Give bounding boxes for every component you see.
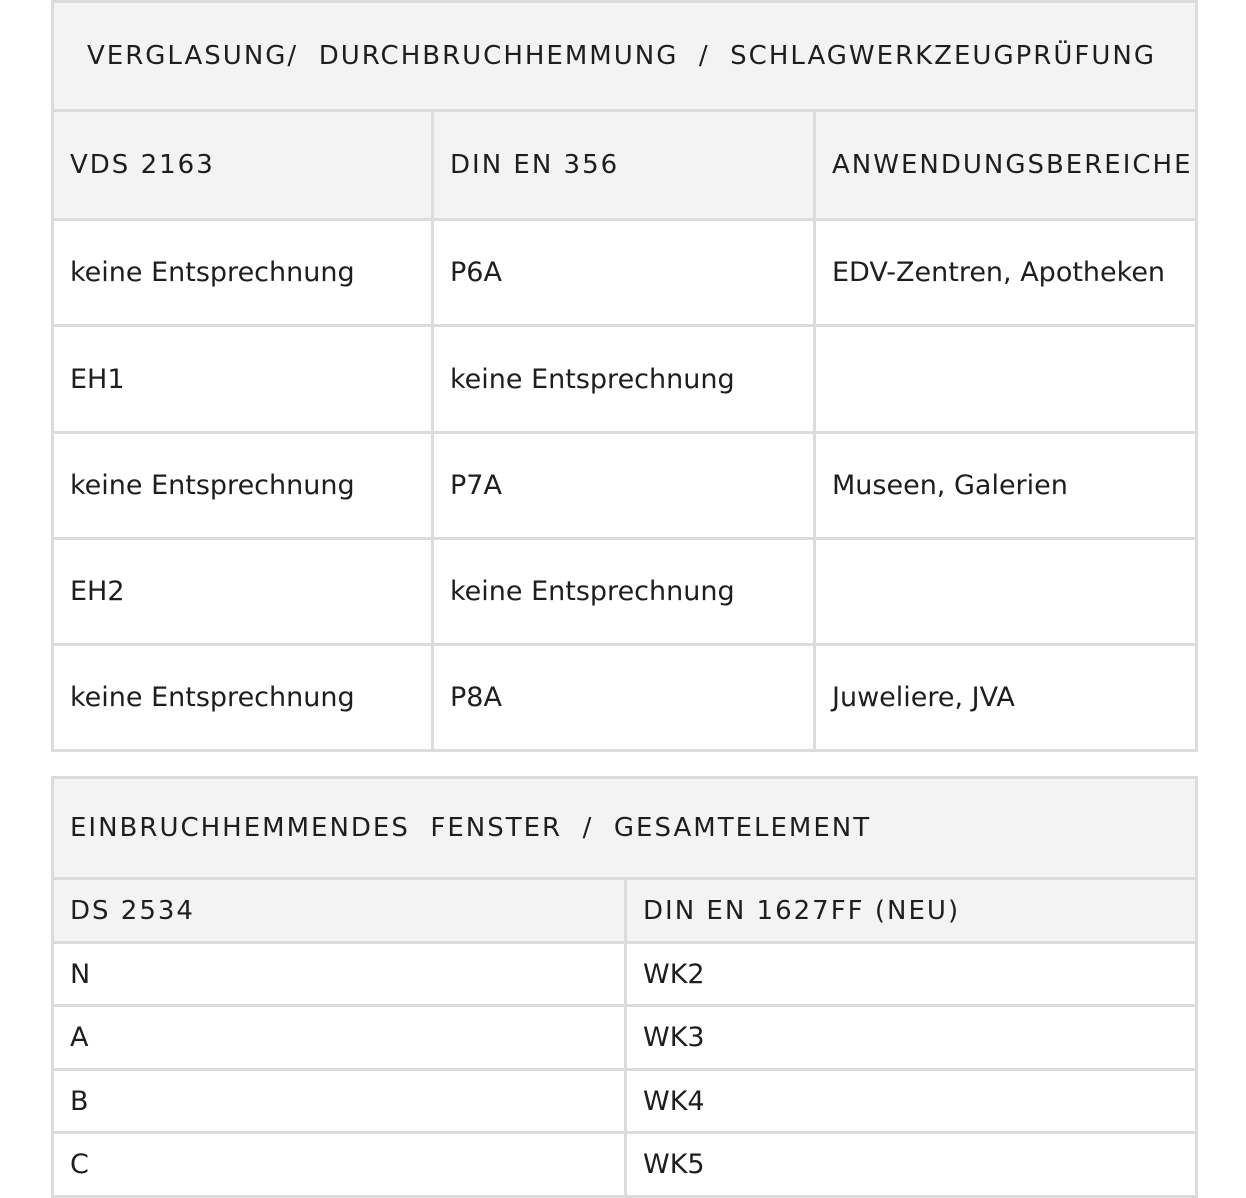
column-header-vds: VDS 2163 xyxy=(53,111,433,220)
table-cell: B xyxy=(53,1069,626,1133)
table-row xyxy=(53,432,1197,538)
table-cell: keine Entsprechnung xyxy=(53,432,433,538)
table-row xyxy=(53,326,1197,432)
table-cell: WK4 xyxy=(626,1069,1197,1133)
table-cell: C xyxy=(53,1133,626,1197)
table-row xyxy=(53,1006,1197,1070)
table-cell: WK2 xyxy=(626,942,1197,1006)
table-cell: EH1 xyxy=(53,326,433,432)
column-header-din-en-356: DIN EN 356 xyxy=(433,111,815,220)
table-row xyxy=(53,1069,1197,1133)
table-cell: Juweliere, JVA xyxy=(815,644,1197,750)
table-row xyxy=(53,644,1197,750)
glazing-table-title: VERGLASUNG/ DURCHBRUCHHEMMUNG / SCHLAGWERKZEUGPRÜFUNG xyxy=(53,2,1197,111)
table-cell: EH2 xyxy=(53,538,433,644)
table-cell: EDV-Zentren, Apotheken xyxy=(815,220,1197,326)
table-cell: P7A xyxy=(433,432,815,538)
table-cell: keine Entsprechnung xyxy=(53,644,433,750)
table-cell: Museen, Galerien xyxy=(815,432,1197,538)
window-table-title-row xyxy=(53,778,1197,879)
glazing-table-title-row xyxy=(53,2,1197,111)
table-cell: N xyxy=(53,942,626,1006)
column-header-anwendungsbereiche: ANWENDUNGSBEREICHE xyxy=(815,111,1197,220)
column-header-ds-2534: DS 2534 xyxy=(53,879,626,943)
table-row xyxy=(53,1133,1197,1197)
table-cell: P6A xyxy=(433,220,815,326)
table-cell: keine Entsprechnung xyxy=(53,220,433,326)
table-row xyxy=(53,538,1197,644)
table-cell: keine Entsprechnung xyxy=(433,326,815,432)
window-table-header-row xyxy=(53,879,1197,943)
table-cell xyxy=(815,538,1197,644)
table-cell: keine Entsprechnung xyxy=(433,538,815,644)
table-row xyxy=(53,220,1197,326)
glazing-table xyxy=(51,0,1198,752)
glazing-table-header-row xyxy=(53,111,1197,220)
table-row xyxy=(53,942,1197,1006)
table-cell: P8A xyxy=(433,644,815,750)
table-cell: A xyxy=(53,1006,626,1070)
column-header-din-en-1627ff: DIN EN 1627FF (NEU) xyxy=(626,879,1197,943)
window-table xyxy=(51,776,1198,1198)
table-cell: WK5 xyxy=(626,1133,1197,1197)
table-cell xyxy=(815,326,1197,432)
window-table-title: EINBRUCHHEMMENDES FENSTER / GESAMTELEMENT xyxy=(53,778,1197,879)
table-cell: WK3 xyxy=(626,1006,1197,1070)
